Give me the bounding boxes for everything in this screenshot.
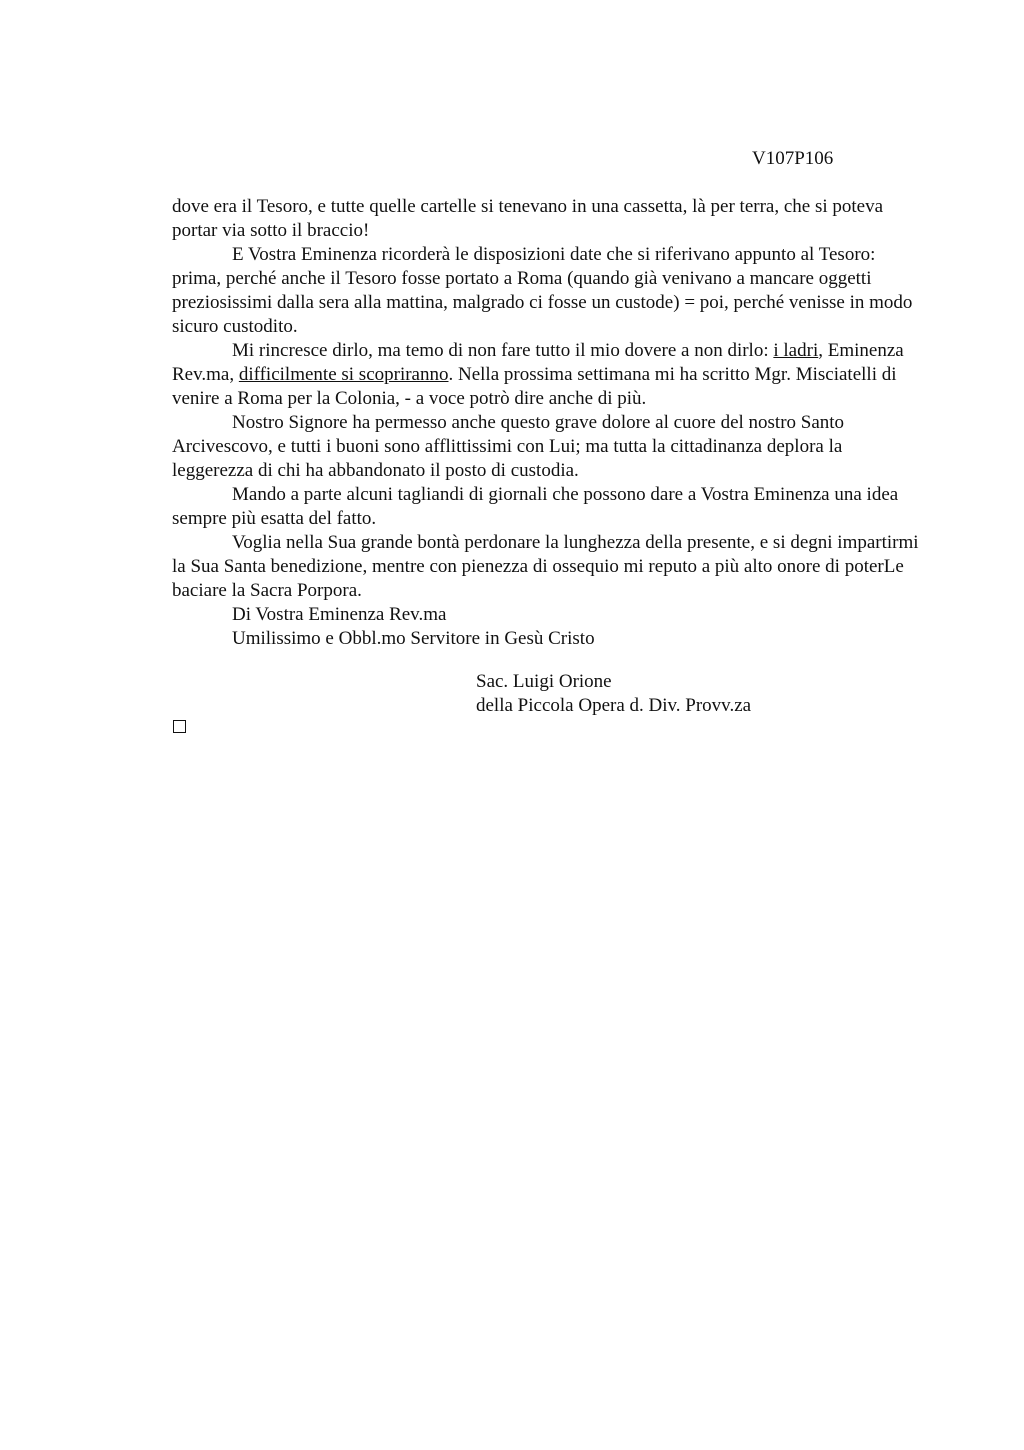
closing-salutation: Di Vostra Eminenza Rev.ma xyxy=(232,604,447,625)
paragraph-5: Mando a parte alcuni tagliandi di giornali che possono dare a Vostra Eminenza una idea sempre più esatta del fatto. xyxy=(172,484,899,529)
paragraph-3-text-c: . Nella prossima settimana mi ha scritto Mgr. Misciatelli di venire a Roma per la Colonia, - a voce potrò dire anche di più. xyxy=(172,364,897,409)
paragraph-3-text-a: Mi rincresce dirlo, ma temo di non fare tutto il mio dovere a non dirlo: xyxy=(232,340,774,361)
signature-name: Sac. Luigi Orione xyxy=(476,671,612,692)
underlined-thieves: i ladri xyxy=(773,340,819,361)
underlined-hardly-discovered: difficilmente si scopriranno xyxy=(238,364,449,385)
closing-servant: Umilissimo e Obbl.mo Servitore in Gesù Cristo xyxy=(232,628,595,649)
paragraph-4: Nostro Signore ha permesso anche questo grave dolore al cuore del nostro Santo Arcivescovo, e tutti i buoni sono afflittissimi con Lui; ma tutta la cittadinanza deplora la leggerezza di chi ha abbandonato il posto di custodia. xyxy=(172,412,845,481)
paragraph-3 xyxy=(172,339,922,411)
signature-organization: della Piccola Opera d. Div. Provv.za xyxy=(476,695,752,716)
letter-body xyxy=(172,195,922,651)
paragraph-2: E Vostra Eminenza ricorderà le disposizioni date che si riferivano appunto al Tesoro: prima, perché anche il Tesoro fosse portato a Roma (quando già venivano a mancare oggetti preziosissimi dalla sera alla mattina, malgrado ci fosse un custode) = poi, perché venisse in modo sicuro custodito. xyxy=(172,244,913,337)
page-reference: V107P106 xyxy=(752,148,834,169)
end-marker-box xyxy=(173,720,186,733)
signature-block xyxy=(476,670,751,718)
paragraph-6: Voglia nella Sua grande bontà perdonare la lunghezza della presente, e si degni impartirmi la Sua Santa benedizione, mentre con pienezza di ossequio mi reputo a più alto onore di poterLe baciare la Sacra Porpora. xyxy=(172,532,919,601)
paragraph-1: dove era il Tesoro, e tutte quelle cartelle si tenevano in una cassetta, là per terra, che si poteva portar via sotto il braccio! xyxy=(172,196,884,241)
paragraph-3-text-b: , Eminenza Rev.ma, xyxy=(172,340,904,385)
